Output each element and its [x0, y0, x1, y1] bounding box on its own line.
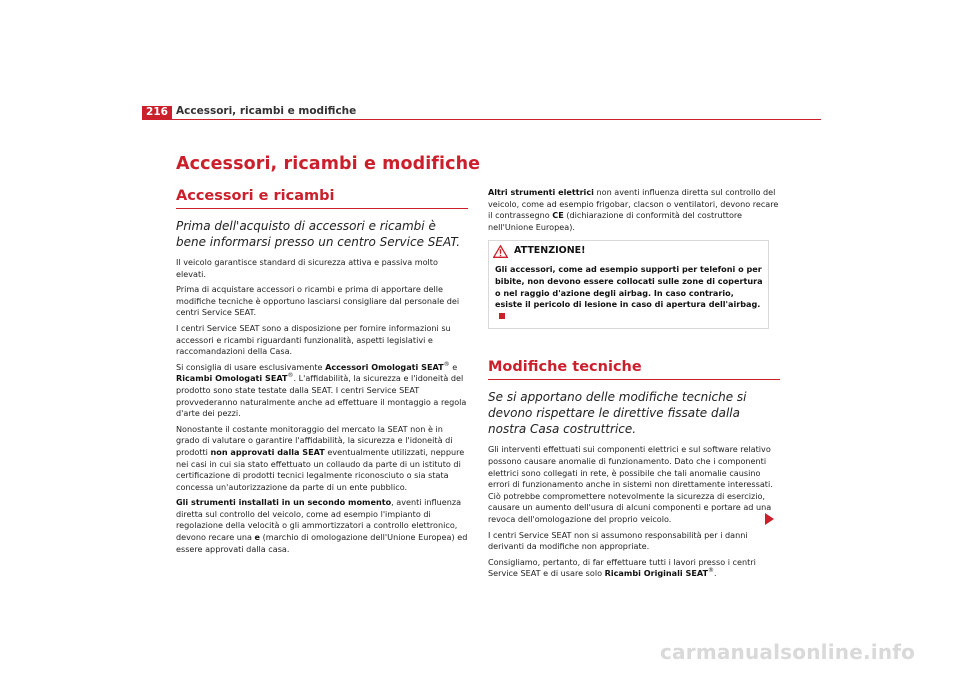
page-number: 216 — [142, 106, 172, 119]
section-heading-accessori: Accessori e ricambi — [176, 187, 468, 209]
warning-title: ATTENZIONE! — [514, 245, 586, 257]
warning-triangle-icon — [493, 245, 508, 258]
next-page-arrow-icon[interactable] — [765, 513, 774, 525]
paragraph: Il veicolo garantisce standard di sicurezza attiva e passiva molto elevati. — [176, 257, 438, 279]
section-intro: Se si apportano delle modifiche tecniche si devono rispettare le direttive fissate dalla nostra Casa costruttrice. — [488, 390, 747, 437]
header-title: Accessori, ricambi e modifiche — [176, 105, 357, 117]
paragraph: Si consiglia di usare esclusivamente Accessori Omologati SEAT® e Ricambi Omologati SEAT®. L'affidabilità, la sicurezza e l'idoneità del prodotto sono state testate dalla SEAT. I centri Service SEAT provvederanno naturalmente anche ad effettuare il montaggio a regola d'arte dei pezzi. — [176, 360, 467, 419]
warning-text: Gli accessori, come ad esempio supporti per telefoni o per bibite, non devono essere collocati sulle zone di copertura o nel raggio d'azione degli airbag. In caso contrario, esiste il pericolo di lesione in caso di apertura dell'airbag. — [489, 261, 768, 328]
warning-header — [489, 241, 768, 261]
section-modifiche — [488, 358, 780, 580]
right-column — [488, 187, 780, 584]
left-column — [176, 187, 468, 559]
paragraph: Consigliamo, pertanto, di far effettuare tutti i lavori presso i centri Service SEAT e di usare solo Ricambi Originali SEAT®. — [488, 556, 756, 579]
paragraph: I centri Service SEAT non si assumono responsabilità per i danni derivanti da modifiche non appropriate. — [488, 529, 748, 552]
paragraph: I centri Service SEAT sono a disposizione per fornire informazioni su accessori e ricambi riguardanti funzionalità, aspetti legislativi e raccomandazioni della Casa. — [176, 322, 451, 357]
footer-watermark: carmanualsonline.info — [660, 640, 916, 664]
warning-box — [488, 240, 769, 329]
page-title: Accessori, ricambi e modifiche — [176, 154, 481, 174]
paragraph: Gli interventi effettuati sui componenti elettrici e sul software relativo possono causare anomalie di funzionamento. Dato che i componenti elettrici sono collegati in rete, è possibile che tali anomalie causino errori di funzionamento anche in sistemi non direttamente interessati. Ciò potrebbe compromettere notevolmente la sicurezza di esercizio, causare un aumento dell'usura di alcuni componenti e portare ad una revoca dell'omologazione del proprio veicolo. — [488, 444, 773, 524]
header-divider — [142, 119, 821, 120]
paragraph: Gli strumenti installati in un secondo momento, aventi influenza diretta sul controllo del veicolo, come ad esempio l'impianto di regolazione della velocità o gli ammortizzatori a controllo elettronico, devono recare una e (marchio di omologazione dell'Unione Europea) ed essere approvati dalla casa. — [176, 497, 468, 554]
section-heading-modifiche: Modifiche tecniche — [488, 358, 780, 380]
section-intro: Prima dell'acquisto di accessori e ricambi è bene informarsi presso un centro Service SEAT. — [176, 219, 461, 249]
red-square-icon — [499, 313, 505, 319]
paragraph: Prima di acquistare accessori o ricambi e prima di apportare delle modifiche tecniche è opportuno lasciarsi consigliare dal personale dei centri Service SEAT. — [176, 284, 460, 318]
paragraph: Nonostante il costante monitoraggio del mercato la SEAT non è in grado di valutare o garantire l'affidabilità, la sicurezza e l'idoneità di prodotti non approvati dalla SEAT eventualmente utilizzati, neppure nei casi in cui sia stato effettuato un collaudo da parte di un istituto di certificazione di prodotti tecnici legalmente riconosciuto o sia stata concessa un'autorizzazione da parte di un ente pubblico. — [176, 423, 465, 492]
paragraph: Altri strumenti elettrici non aventi influenza diretta sul controllo del veicolo, come ad esempio frigobar, clacson o ventilatori, devono recare il contrassegno CE (dichiarazione di conformità del costruttore nell'Unione Europea). — [488, 187, 779, 232]
